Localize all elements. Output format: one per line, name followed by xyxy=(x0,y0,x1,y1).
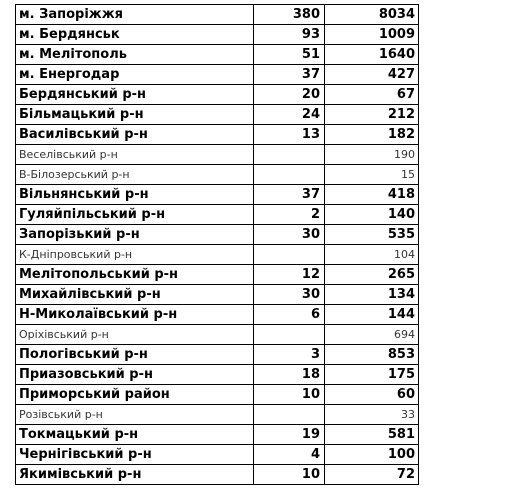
count-cell: 10 xyxy=(254,385,325,405)
district-name-cell: Вільнянський р-н xyxy=(16,185,254,205)
district-name-cell: м. Бердянськ xyxy=(16,25,254,45)
district-name-cell: Запорізький р-н xyxy=(16,225,254,245)
table-row xyxy=(16,465,419,485)
table-body xyxy=(16,5,419,485)
total-cell: 427 xyxy=(325,65,419,85)
district-name-cell: Гуляйпільський р-н xyxy=(16,205,254,225)
table-row xyxy=(16,165,419,185)
district-name-cell: Більмацький р-н xyxy=(16,105,254,125)
count-cell: 20 xyxy=(254,85,325,105)
district-name-cell: Веселівський р-н xyxy=(16,145,254,165)
district-name-cell: Приморський район xyxy=(16,385,254,405)
total-cell: 140 xyxy=(325,205,419,225)
district-name-cell: Н-Миколаївський р-н xyxy=(16,305,254,325)
total-cell: 1009 xyxy=(325,25,419,45)
count-cell xyxy=(254,405,325,425)
district-name-cell: Токмацький р-н xyxy=(16,425,254,445)
table-row xyxy=(16,85,419,105)
total-cell: 535 xyxy=(325,225,419,245)
table-row xyxy=(16,385,419,405)
table-row xyxy=(16,65,419,85)
district-name-cell: Якимівський р-н xyxy=(16,465,254,485)
district-name-cell: Пологівський р-н xyxy=(16,345,254,365)
total-cell: 175 xyxy=(325,365,419,385)
count-cell: 6 xyxy=(254,305,325,325)
district-name-cell: м. Енергодар xyxy=(16,65,254,85)
table-row xyxy=(16,425,419,445)
table-row xyxy=(16,205,419,225)
total-cell: 100 xyxy=(325,445,419,465)
table-row xyxy=(16,305,419,325)
total-cell: 60 xyxy=(325,385,419,405)
table-row xyxy=(16,25,419,45)
table-row xyxy=(16,185,419,205)
total-cell: 134 xyxy=(325,285,419,305)
total-cell: 581 xyxy=(325,425,419,445)
count-cell xyxy=(254,245,325,265)
total-cell: 72 xyxy=(325,465,419,485)
table-row xyxy=(16,405,419,425)
table-row xyxy=(16,105,419,125)
district-name-cell: Василівський р-н xyxy=(16,125,254,145)
total-cell: 212 xyxy=(325,105,419,125)
total-cell: 190 xyxy=(325,145,419,165)
count-cell: 2 xyxy=(254,205,325,225)
table-row xyxy=(16,245,419,265)
district-name-cell: Бердянський р-н xyxy=(16,85,254,105)
total-cell: 33 xyxy=(325,405,419,425)
district-name-cell: Оріхівський р-н xyxy=(16,325,254,345)
district-name-cell: м. Мелітополь xyxy=(16,45,254,65)
total-cell: 265 xyxy=(325,265,419,285)
count-cell: 19 xyxy=(254,425,325,445)
table-row xyxy=(16,345,419,365)
table-row xyxy=(16,445,419,465)
table-row xyxy=(16,5,419,25)
district-name-cell: Михайлівський р-н xyxy=(16,285,254,305)
count-cell: 93 xyxy=(254,25,325,45)
count-cell: 18 xyxy=(254,365,325,385)
district-name-cell: К-Дніпровський р-н xyxy=(16,245,254,265)
count-cell: 3 xyxy=(254,345,325,365)
district-name-cell: Приазовський р-н xyxy=(16,365,254,385)
count-cell: 10 xyxy=(254,465,325,485)
district-name-cell: м. Запоріжжя xyxy=(16,5,254,25)
total-cell: 418 xyxy=(325,185,419,205)
count-cell xyxy=(254,325,325,345)
district-name-cell: В-Білозерський р-н xyxy=(16,165,254,185)
total-cell: 67 xyxy=(325,85,419,105)
total-cell: 1640 xyxy=(325,45,419,65)
count-cell: 380 xyxy=(254,5,325,25)
count-cell: 30 xyxy=(254,225,325,245)
district-name-cell: Мелітопольський р-н xyxy=(16,265,254,285)
table-row xyxy=(16,365,419,385)
total-cell: 144 xyxy=(325,305,419,325)
table-row xyxy=(16,45,419,65)
table-row xyxy=(16,325,419,345)
table-row xyxy=(16,145,419,165)
count-cell: 24 xyxy=(254,105,325,125)
district-name-cell: Чернігівський р-н xyxy=(16,445,254,465)
table-row xyxy=(16,125,419,145)
count-cell: 4 xyxy=(254,445,325,465)
district-name-cell: Розівський р-н xyxy=(16,405,254,425)
district-data-table xyxy=(15,4,419,485)
count-cell xyxy=(254,165,325,185)
count-cell: 37 xyxy=(254,185,325,205)
count-cell xyxy=(254,145,325,165)
count-cell: 12 xyxy=(254,265,325,285)
total-cell: 8034 xyxy=(325,5,419,25)
count-cell: 30 xyxy=(254,285,325,305)
total-cell: 694 xyxy=(325,325,419,345)
table-row xyxy=(16,225,419,245)
total-cell: 182 xyxy=(325,125,419,145)
table-row xyxy=(16,285,419,305)
count-cell: 37 xyxy=(254,65,325,85)
total-cell: 853 xyxy=(325,345,419,365)
table-row xyxy=(16,265,419,285)
count-cell: 51 xyxy=(254,45,325,65)
count-cell: 13 xyxy=(254,125,325,145)
total-cell: 15 xyxy=(325,165,419,185)
total-cell: 104 xyxy=(325,245,419,265)
